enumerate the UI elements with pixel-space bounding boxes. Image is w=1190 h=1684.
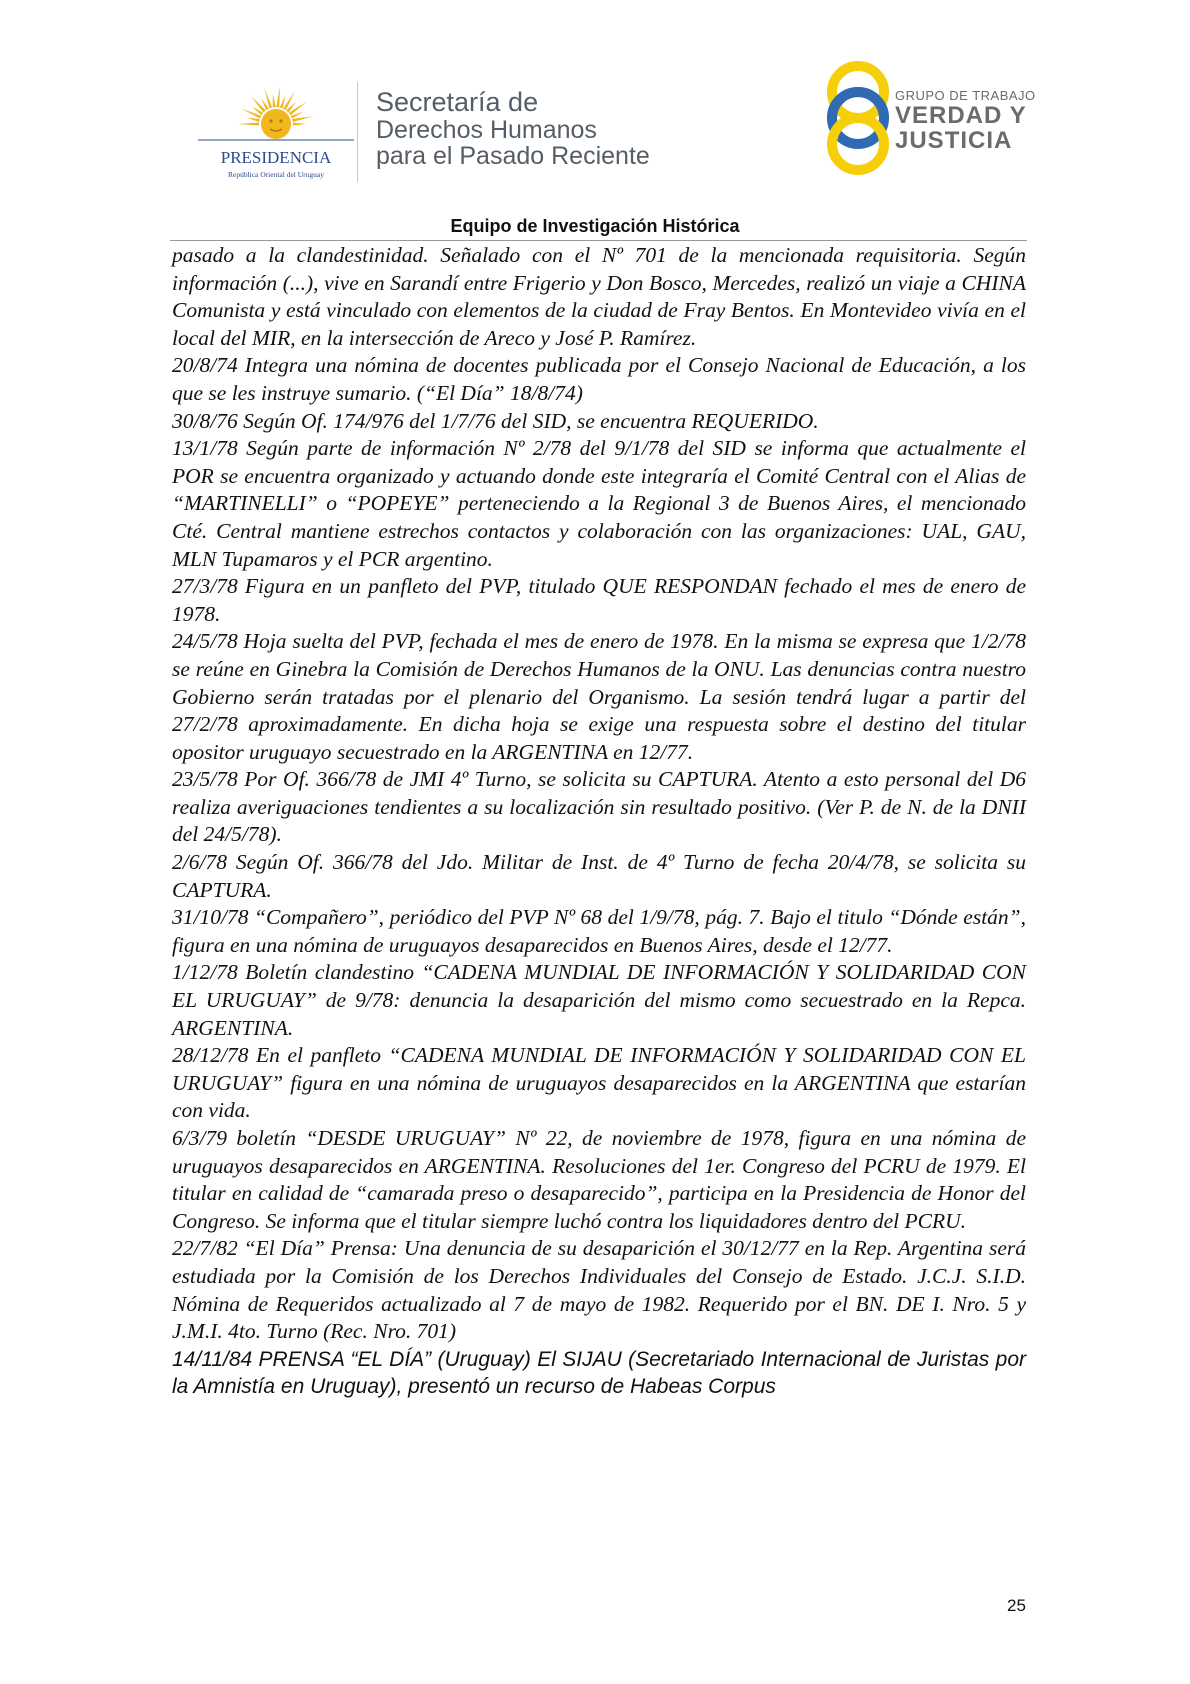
paragraph: 14/11/84 PRENSA “EL DÍA” (Uruguay) El SIJAU (Secretariado Internacional de Juristas por la Amnistía en Uruguay), presentó un recurso de Habeas Corpus <box>172 1347 1026 1399</box>
verdad-justicia-text <box>895 88 1036 153</box>
paragraph: pasado a la clandestinidad. Señalado con el Nº 701 de la mencionada requisitoria. Según información (...), vive en Sarandí entre Frigerio y Don Bosco, Mercedes, realizó un viaje a CHINA Comunista y está vinculado con elementos de la ciudad de Fray Bentos. En Montevideo vivía en el local del MIR, en la intersección de Areco y José P. Ramírez. <box>172 243 1026 350</box>
paragraph: 13/1/78 Según parte de información Nº 2/78 del 9/1/78 del SID se informa que actualmente el POR se encuentra organizado y actuando donde este integraría el Comité Central con el Alias de “MARTINELLI” o “POPEYE” perteneciendo a la Regional 3 de Buenos Aires, el mencionado Cté. Central mantiene estrechos contactos y colaboración con las organizaciones: UAL, GAU, MLN Tupamaros y el PCR argentino. <box>172 436 1026 571</box>
paragraph: 22/7/82 “El Día” Prensa: Una denuncia de su desaparición el 30/12/77 en la Rep. Argentina será estudiada por la Comisión de los Derechos Individuales del Consejo de Estado. J.C.J. S.I.D. Nómina de Requeridos actualizado al 7 de mayo de 1982. Requerido por el BN. DE I. Nro. 5 y J.M.I. 4to. Turno (Rec. Nro. 701) <box>172 1236 1026 1344</box>
paragraph: 23/5/78 Por Of. 366/78 de JMI 4º Turno, se solicita su CAPTURA. Atento a esto personal del D6 realiza averiguaciones tendientes a su localización sin resultado positivo. (Ver P. de N. de la DNII del 24/5/78). <box>172 767 1026 847</box>
sun-ray <box>292 116 313 122</box>
sun-icon <box>196 80 356 180</box>
paragraph: 20/8/74 Integra una nómina de docentes publicada por el Consejo Nacional de Educación, a los que se les instruye sumario. (“El Día” 18/8/74) <box>172 353 1026 405</box>
paragraph: 24/5/78 Hoja suelta del PVP, fechada el mes de enero de 1978. En la misma se expresa que 1/2/78 se reúne en Ginebra la Comisión de Derechos Humanos de la ONU. Las denuncias contra nuestro Gobierno serán tratadas por el plenario del Organismo. La sesión tendrá lugar a partir del 27/2/78 aproximadamente. En dicha hoja se exige una respuesta sobre el destino del titular opositor uruguayo secuestrado en la ARGENTINA en 12/77. <box>172 629 1026 764</box>
sun-ray <box>289 102 307 116</box>
paragraph: 31/10/78 “Compañero”, periódico del PVP Nº 68 del 1/9/78, pág. 7. Bajo el titulo “Dónde están”, figura en una nómina de uruguayos desaparecidos en Buenos Aires, desde el 12/77. <box>172 905 1026 957</box>
grupo-small-label: GRUPO DE TRABAJO <box>895 88 1036 103</box>
presidencia-logo <box>196 80 356 180</box>
paragraph: 28/12/78 En el panfleto “CADENA MUNDIAL DE INFORMACIÓN Y SOLIDARIDAD CON EL URUGUAY” figura en una nómina de uruguayos desaparecidos en la ARGENTINA que estarían con vida. <box>172 1043 1026 1123</box>
paragraph: 6/3/79 boletín “DESDE URUGUAY” Nº 22, de noviembre de 1978, figura en una nómina de uruguayos desaparecidos en ARGENTINA. Resoluciones del 1er. Congreso del PCRU de 1979. El titular en calidad de “camarada preso o desaparecido”, participa en la Presidencia de Honor del Congreso. Se informa que el titular siempre luchó contra los liquidadores dentro del PCRU. <box>172 1126 1026 1233</box>
sun-ray <box>283 91 295 110</box>
paragraph: 1/12/78 Boletín clandestino “CADENA MUNDIAL DE INFORMACIÓN Y SOLIDARIDAD CON EL URUGUAY” de 9/78: denuncia la desaparición del mismo como secuestrado en la Repca. ARGENTINA. <box>172 960 1026 1040</box>
secretaria-line-1: Secretaría de <box>376 87 539 117</box>
sun-ray <box>247 118 260 122</box>
sun-ray <box>280 95 285 108</box>
team-title: Equipo de Investigación Histórica <box>450 216 740 236</box>
sun-ray <box>273 94 276 107</box>
document-body <box>172 242 1026 1401</box>
presidencia-subtitle: República Oriental del Uruguay <box>227 170 325 179</box>
sun-ray <box>251 96 266 113</box>
secretaria-title <box>376 88 736 169</box>
sun-ray <box>276 86 280 107</box>
paragraph: 27/3/78 Figura en un panfleto del PVP, titulado QUE RESPONDAN fechado el mes de enero de 1978. <box>172 574 1026 626</box>
secretaria-line-2: Derechos Humanos <box>376 116 597 144</box>
paragraph: 2/6/78 Según Of. 366/78 del Jdo. Militar de Inst. de 4º Turno de fecha 20/4/78, se solicita su CAPTURA. <box>172 850 1026 902</box>
grupo-big-label-2: JUSTICIA <box>895 127 1013 154</box>
sun-ray <box>238 122 259 125</box>
secretaria-line-3: para el Pasado Reciente <box>376 142 650 170</box>
logo-divider <box>357 82 358 182</box>
page-number: 25 <box>1007 1596 1026 1615</box>
presidencia-name: PRESIDENCIA <box>220 148 332 167</box>
paragraph: 30/8/76 Según Of. 174/976 del 1/7/76 del SID, se encuentra REQUERIDO. <box>172 408 819 433</box>
grupo-big-label-1: VERDAD Y <box>895 102 1027 129</box>
header-rule <box>170 240 1027 241</box>
sun-ray <box>293 122 306 125</box>
